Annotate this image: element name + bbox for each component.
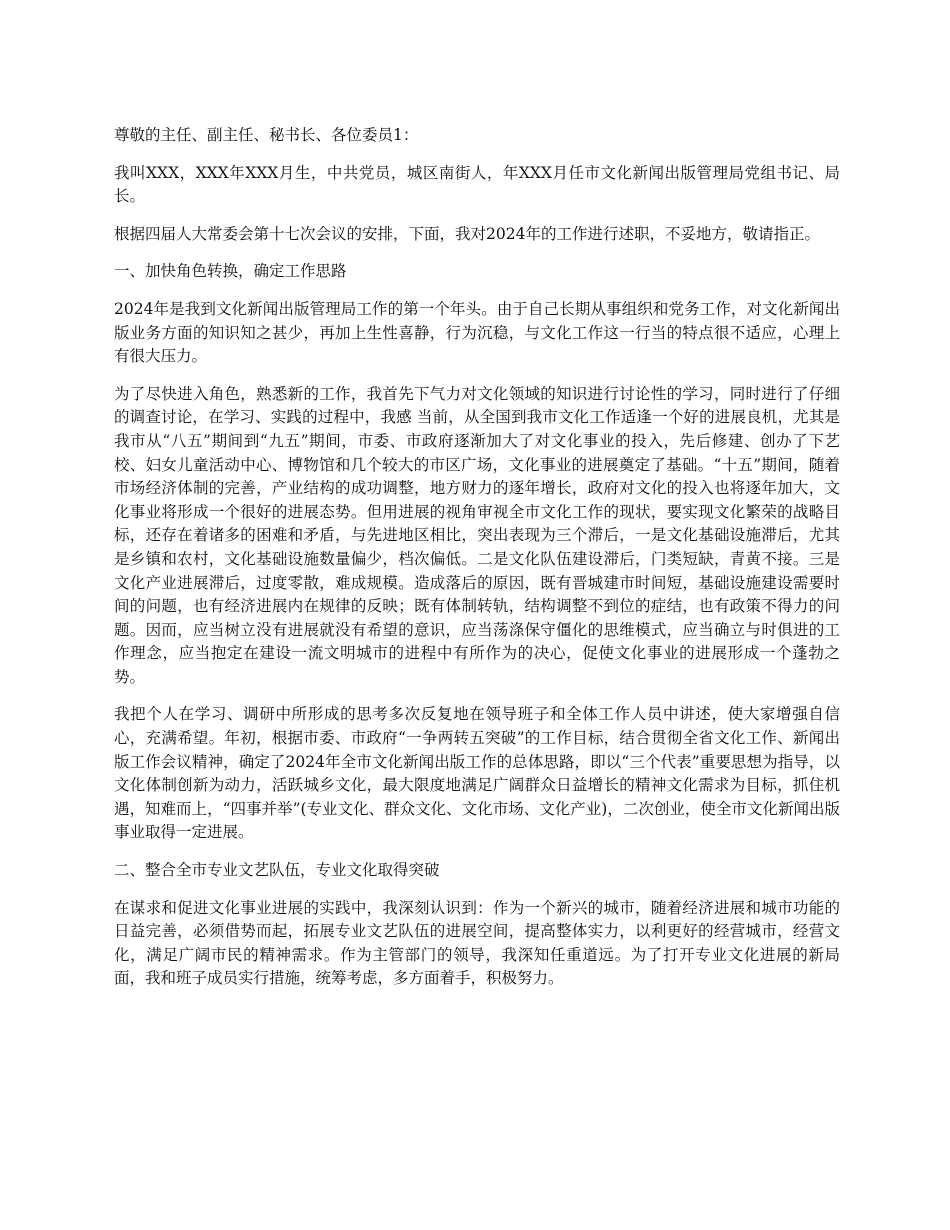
section-heading-1: 一、加快角色转换，确定工作思路 (114, 262, 347, 281)
document-body (114, 124, 840, 1005)
paragraph-purpose: 根据四届人大常委会第十七次会议的安排，下面，我对2024年的工作进行述职，不妥地方，敬请指正。 (114, 224, 820, 243)
paragraph: 我把个人在学习、调研中所形成的思考多次反复地在领导班子和全体工作人员中讲述，使大家增强自信心，充满希望。年初，根据市委、市政府“一争两转五突破”的工作目标，结合贯彻全省文化工作、新闻出版工作会议精神，确定了2024年全市文化新闻出版工作的总体思路，即以“三个代表”重要思想为指导，以文化体制创新为动力，活跃城乡文化，最大限度地满足广阔群众日益增长的精神文化需求为目标，抓住机遇，知难而上，“四事并举”(专业文化、群众文化、文化市场、文化产业)，二次创业，使全市文化新闻出版事业取得一定进展。 (114, 705, 840, 842)
paragraph: 为了尽快进入角色，熟悉新的工作，我首先下气力对文化领域的知识进行讨论性的学习，同时进行了仔细的调查讨论，在学习、实践的过程中，我感 当前，从全国到我市文化工作适逢一个好的进展良机，尤其是我市从“八五”期间到“九五”期间，市委、市政府逐渐加大了对文化事业的投入，先后修建、创办了下艺校、妇女儿童活动中心、博物馆和几个较大的市区广场，文化事业的进展奠定了基础。“十五”期间，随着市场经济体制的完善，产业结构的成功调整，地方财力的逐年增长，政府对文化的投入也将逐年加大，文化事业将形成一个很好的进展态势。但用进展的视角审视全市文化工作的现状，要实现文化繁荣的战略目标，还存在着诸多的困难和矛盾，与先进地区相比，突出表现为三个滞后，一是文化基础设施滞后，尤其是乡镇和农村，文化基础设施数量偏少，档次偏低。二是文化队伍建设滞后，门类短缺，青黄不接。三是文化产业进展滞后，过度零散，难成规模。造成落后的原因，既有晋城建市时间短，基础设施建设需要时间的问题，也有经济进展内在规律的反映；既有体制转轨，结构调整不到位的症结，也有政策不得力的问题。因而，应当树立没有进展就没有希望的意识，应当荡涤保守僵化的思维模式，应当确立与时俱进的工作理念，应当抱定在建设一流文明城市的进程中有所作为的决心，促使文化事业的进展形成一个蓬勃之势。 (114, 384, 840, 686)
paragraph: 在谋求和促进文化事业进展的实践中，我深刻认识到：作为一个新兴的城市，随着经济进展和城市功能的日益完善，必须借势而起，拓展专业文艺队伍的进展空间，提高整体实力，以利更好的经营城市，经营文化，满足广阔市民的精神需求。作为主管部门的领导，我深知任重道远。为了打开专业文化进展的新局面，我和班子成员实行措施，统筹考虑，多方面着手，积极努力。 (114, 898, 840, 988)
section-heading-2: 二、整合全市专业文艺队伍，专业文化取得突破 (114, 861, 440, 880)
paragraph: 2024年是我到文化新闻出版管理局工作的第一个年头。由于自己长期从事组织和党务工作，对文化新闻出版业务方面的知识知之甚少，再加上生性喜静，行为沉稳，与文化工作这一行当的特点很不适应，心理上有很大压力。 (114, 299, 840, 366)
greeting: 尊敬的主任、副主任、秘书长、各位委员1： (114, 126, 419, 144)
paragraph-intro: 我叫XXX，XXX年XXX月生，中共党员，城区南街人，年XXX月任市文化新闻出版管理局党组书记、局长。 (114, 163, 840, 206)
